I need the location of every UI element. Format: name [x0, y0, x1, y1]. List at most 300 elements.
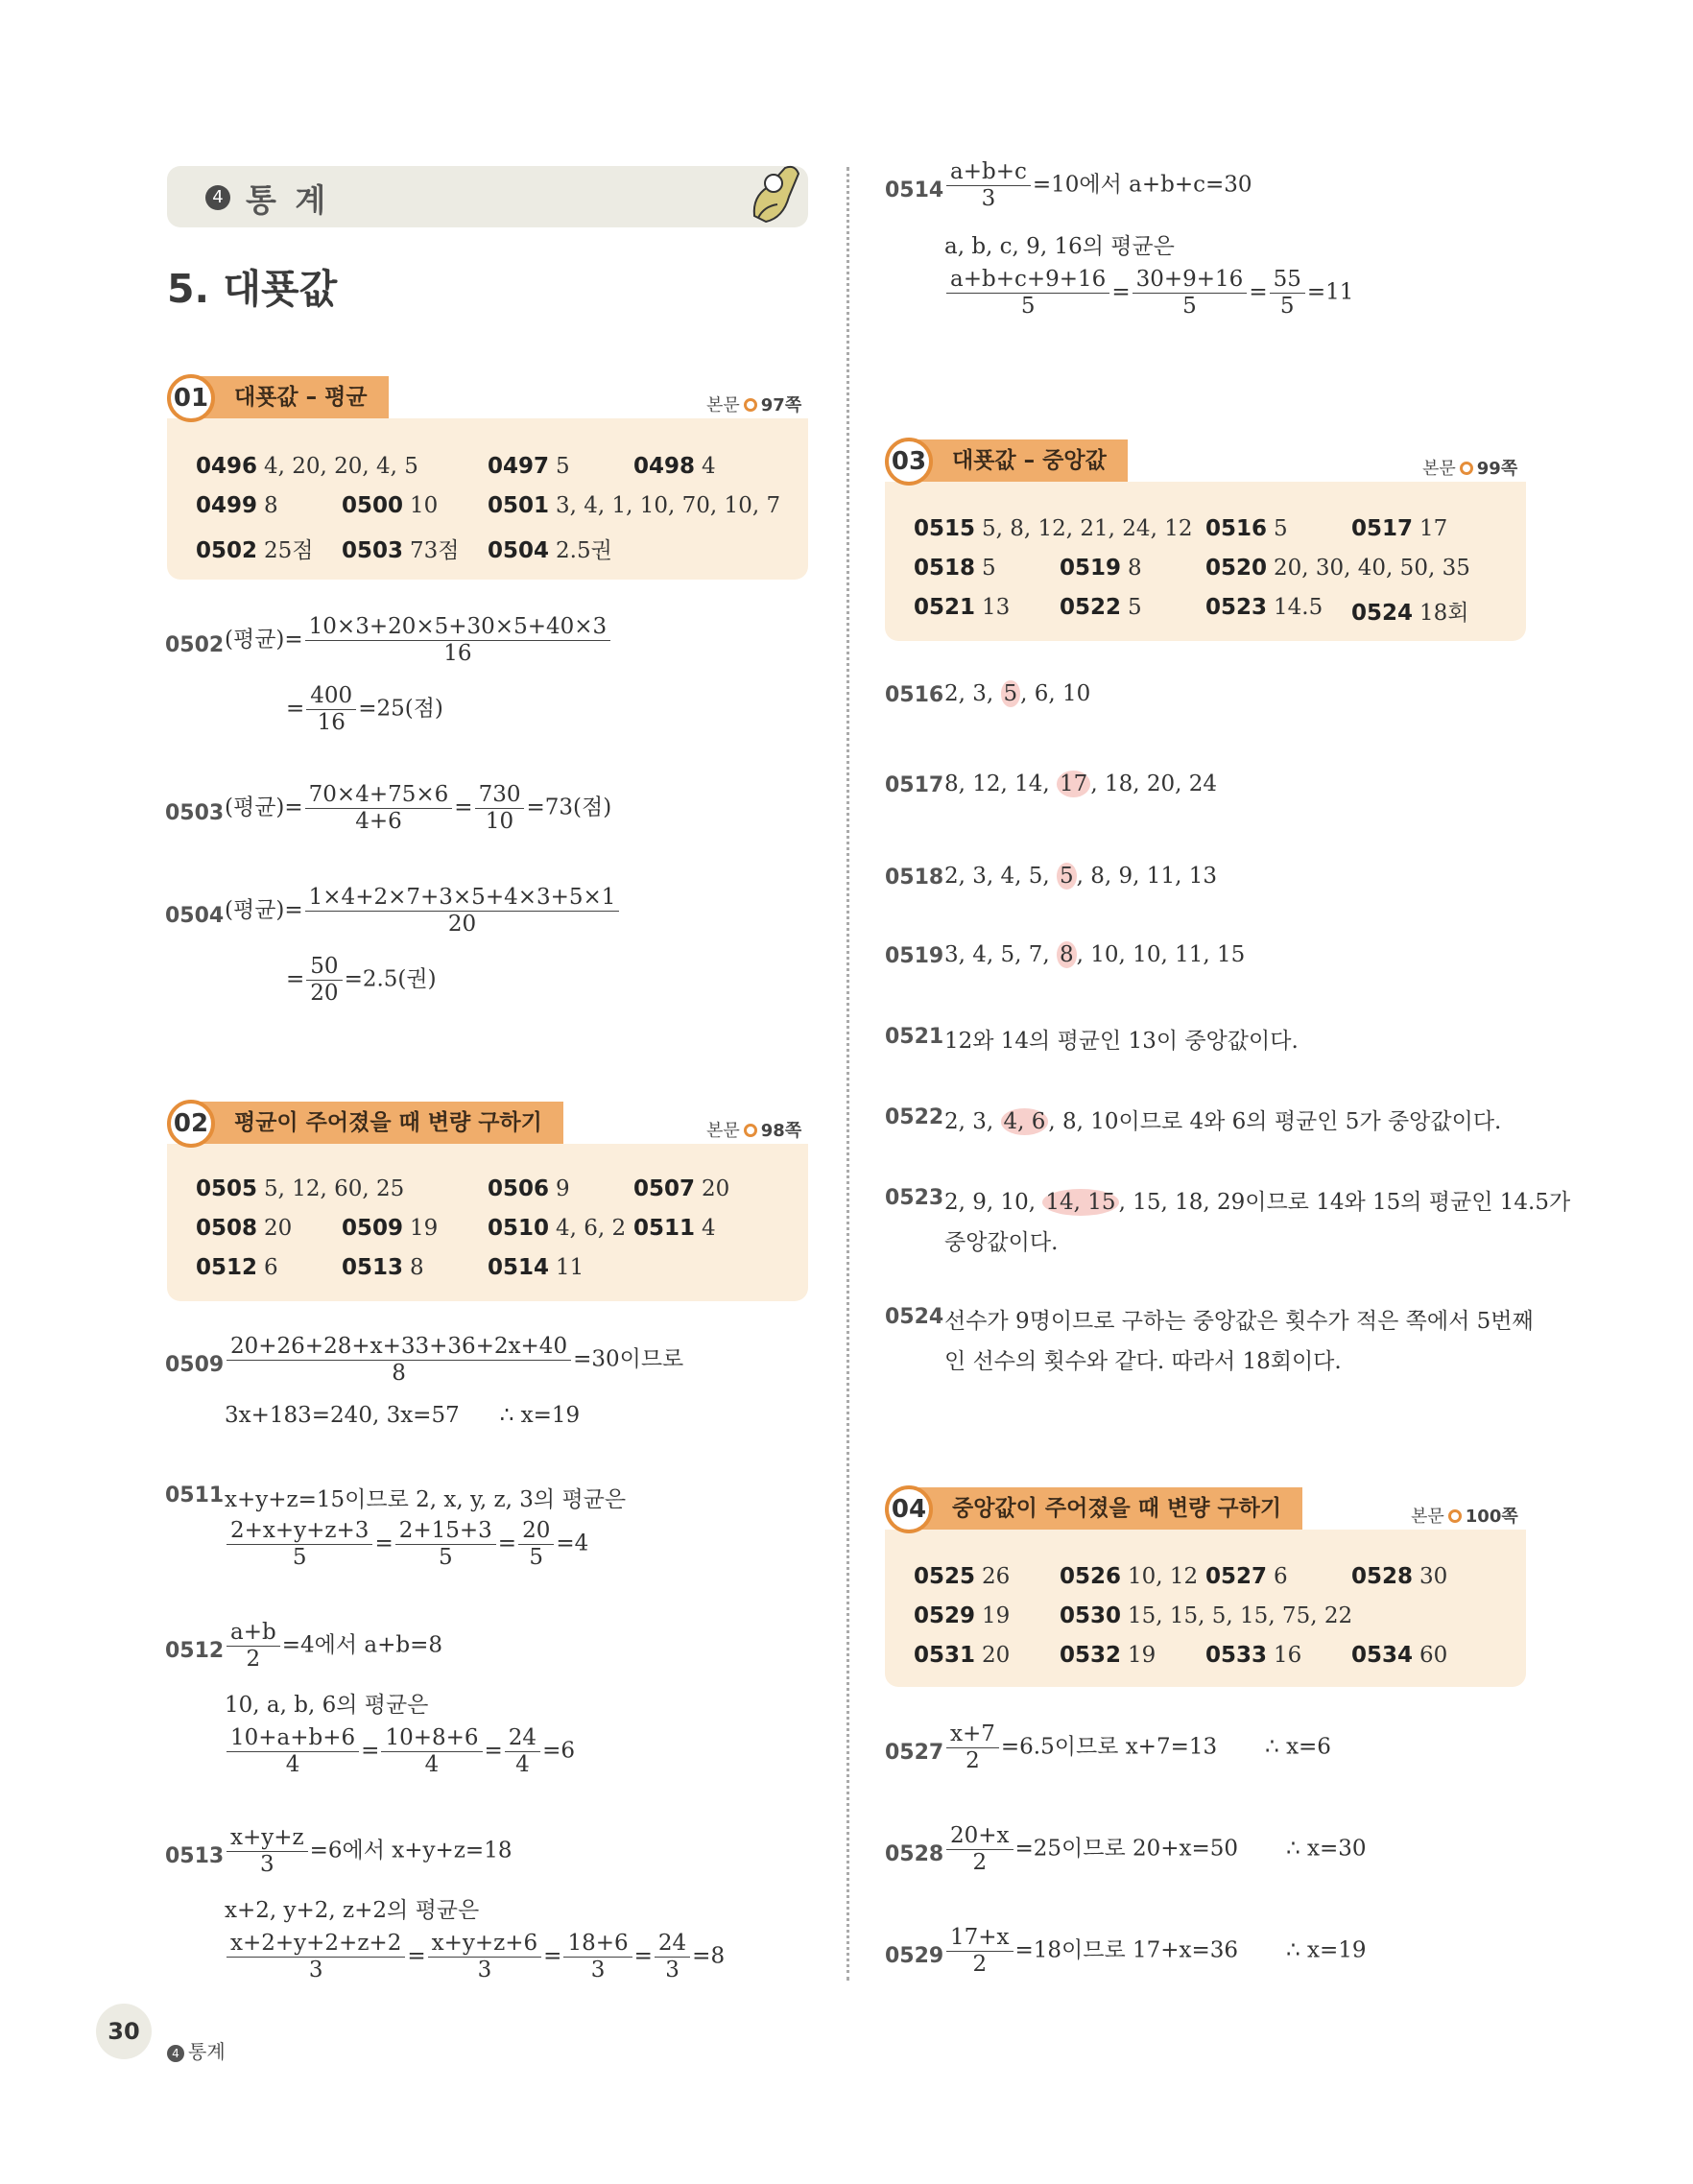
- median-highlight: 5: [1001, 680, 1021, 707]
- solution-text: 2, 3, 4, 5,: [944, 864, 1058, 889]
- arrow-icon: [744, 398, 757, 412]
- answer-value: 5, 12, 60, 25: [264, 1176, 405, 1201]
- numerator: 70×4+75×6: [305, 782, 453, 809]
- section-number: 01: [167, 374, 215, 422]
- section-number: 04: [885, 1485, 933, 1533]
- solution-result: =11: [1306, 279, 1354, 305]
- answer-value: 15, 15, 5, 15, 75, 22: [1128, 1603, 1353, 1628]
- solution-result: ∴ x=6: [1265, 1734, 1331, 1760]
- problem-id: 0503: [342, 538, 404, 563]
- fraction: [227, 1620, 280, 1673]
- section-02-tab: [167, 1100, 628, 1144]
- numerator: 10+8+6: [381, 1725, 482, 1752]
- solution-text: 8, 12, 14,: [944, 772, 1058, 796]
- answer-value: 9: [556, 1176, 570, 1201]
- answer-item: [633, 1216, 716, 1241]
- solution-line: [944, 1721, 1331, 1774]
- solution-text: 3x+183=240, 3x=57: [225, 1403, 460, 1428]
- median-highlight: 4, 6: [1001, 1108, 1049, 1135]
- numerator: a+b+c+9+16: [946, 267, 1109, 294]
- fraction: [946, 1721, 999, 1774]
- fraction: [306, 954, 342, 1007]
- fraction: [946, 1925, 1013, 1978]
- solution-text: , 15, 18, 29이므로 14와 15의 평균인 14.5가: [1118, 1190, 1571, 1215]
- numerator: 24: [655, 1931, 690, 1958]
- solution-line: x+y+z=15이므로 2, x, y, z, 3의 평균은: [225, 1487, 627, 1512]
- problem-id: 0521: [914, 595, 976, 620]
- ref-prefix: 본문: [1411, 1507, 1444, 1527]
- answer-item: [342, 1255, 424, 1280]
- fraction: [946, 1823, 1013, 1876]
- mascot-icon: [745, 158, 806, 227]
- section-label: 평균이 주어졌을 때 변량 구하기: [194, 1102, 563, 1144]
- solution-text: , 6, 10: [1020, 681, 1091, 706]
- problem-id: 0531: [914, 1643, 976, 1668]
- numerator: 20+x: [946, 1823, 1013, 1850]
- numerator: 1×4+2×7+3×5+4×3+5×1: [305, 885, 620, 912]
- denominator: 3: [308, 1958, 323, 1982]
- answer-item: [1351, 1643, 1447, 1668]
- denominator: 16: [317, 710, 346, 735]
- denominator: 20: [310, 981, 339, 1006]
- problem-id: 0505: [196, 1176, 258, 1201]
- answer-item: [488, 1255, 584, 1280]
- denominator: 5: [1279, 294, 1295, 319]
- solution-text: =30이므로: [573, 1346, 684, 1372]
- denominator: 2: [972, 1952, 988, 1977]
- numerator: a+b+c: [946, 159, 1031, 186]
- problem-id: 0500: [342, 493, 404, 518]
- answer-item: [633, 1176, 729, 1201]
- fraction: [395, 1518, 496, 1571]
- answer-value: 3, 4, 1, 10, 70, 10, 7: [556, 493, 781, 518]
- textbook-reference: [706, 1117, 801, 1142]
- problem-number: 0514: [885, 178, 944, 202]
- solution-text: , 8, 9, 11, 13: [1076, 864, 1217, 889]
- answer-value: 19: [982, 1603, 1011, 1628]
- problem-id: 0509: [342, 1216, 404, 1241]
- numerator: 20: [518, 1518, 554, 1545]
- answer-item: [342, 533, 460, 564]
- denominator: 5: [1020, 294, 1036, 319]
- denominator: 4: [424, 1752, 440, 1777]
- solution-text: =25이므로 20+x=50: [1014, 1836, 1239, 1862]
- answer-value: 8: [410, 1255, 424, 1280]
- footer-chapter-label: 통계: [188, 2040, 226, 2063]
- problem-number: 0529: [885, 1944, 944, 1968]
- problem-id: 0529: [914, 1603, 976, 1628]
- solution-text: 2, 3,: [944, 1109, 1001, 1134]
- solution-result: =2.5(권): [344, 966, 437, 992]
- problem-id: 0523: [1205, 595, 1268, 620]
- ref-prefix: 본문: [706, 1121, 740, 1141]
- answer-item: [1060, 1643, 1156, 1668]
- problem-id: 0518: [914, 556, 976, 581]
- solution-line: [225, 1825, 512, 1878]
- problem-id: 0510: [488, 1216, 550, 1241]
- solution-result: ∴ x=19: [499, 1403, 581, 1428]
- numerator: 50: [306, 954, 342, 981]
- answer-item: [1351, 1564, 1447, 1589]
- problem-number: 0517: [885, 773, 944, 797]
- solution-line: 12와 14의 평균인 13이 중앙값이다.: [944, 1029, 1299, 1054]
- answer-value: 60: [1419, 1643, 1448, 1668]
- solution-line: $\frac{10+a+b+6}{4}$ = $\frac{10+8+6}{4}$ = $\frac{24}{4}$ =6: [225, 1725, 575, 1778]
- denominator: 3: [665, 1958, 680, 1982]
- answer-box-01: [167, 418, 808, 580]
- solution-line: [225, 1403, 580, 1428]
- problem-id: 0504: [488, 538, 550, 563]
- problem-number: 0523: [885, 1186, 944, 1210]
- denominator: 3: [981, 186, 996, 211]
- fraction: [946, 159, 1031, 212]
- problem-id: 0497: [488, 454, 550, 479]
- median-highlight: 14, 15: [1042, 1189, 1118, 1216]
- solution-result: =73(점): [526, 795, 612, 820]
- answer-value: 5: [556, 454, 570, 479]
- solution-text: , 10, 10, 11, 15: [1076, 942, 1246, 967]
- denominator: 2: [972, 1850, 988, 1875]
- numerator: x+7: [946, 1721, 999, 1748]
- answer-value: 6: [264, 1255, 278, 1280]
- problem-id: 0516: [1205, 516, 1268, 541]
- fraction: [1270, 267, 1305, 320]
- problem-id: 0520: [1205, 556, 1268, 581]
- denominator: 5: [438, 1545, 453, 1570]
- median-highlight: 17: [1057, 771, 1090, 797]
- denominator: 4: [515, 1752, 530, 1777]
- chapter-header-bar: [167, 166, 808, 227]
- section-label: 대푯값 – 평균: [194, 376, 389, 418]
- problem-id: 0527: [1205, 1564, 1268, 1589]
- answer-item: [488, 493, 780, 518]
- section-number: 02: [167, 1100, 215, 1148]
- problem-number: 0519: [885, 944, 944, 968]
- section-title: 5. 대푯값: [167, 266, 338, 312]
- denominator: 2: [966, 1748, 980, 1773]
- problem-id: 0507: [633, 1176, 696, 1201]
- solution-label: (평균)=: [225, 897, 303, 923]
- denominator: 3: [260, 1852, 274, 1877]
- answer-item: [488, 454, 570, 479]
- section-label: 대푯값 – 중앙값: [912, 439, 1128, 482]
- solution-line: = $\frac{50}{20}$ =2.5(권): [286, 954, 437, 1006]
- numerator: 20+26+28+x+33+36+2x+40: [227, 1334, 571, 1361]
- problem-id: 0528: [1351, 1564, 1414, 1589]
- solution-result: ∴ x=19: [1286, 1937, 1367, 1963]
- fraction: [227, 1725, 359, 1778]
- answer-item: [196, 1216, 292, 1241]
- problem-id: 0499: [196, 493, 258, 518]
- denominator: 5: [1182, 294, 1197, 319]
- fraction: [518, 1518, 554, 1571]
- section-number: 03: [885, 438, 933, 486]
- answer-item: [196, 533, 314, 564]
- problem-number: 0504: [165, 904, 225, 928]
- solution-line: [944, 864, 1217, 889]
- answer-item: [914, 556, 996, 581]
- fraction: [505, 1725, 540, 1778]
- section-03-tab: [885, 438, 1211, 482]
- answer-value: 4: [702, 1216, 716, 1241]
- ref-page: 97쪽: [760, 395, 802, 415]
- arrow-icon: [1448, 1509, 1462, 1523]
- solution-line: 선수가 9명이므로 구하는 중앙값은 횟수가 적은 쪽에서 5번째: [944, 1309, 1534, 1334]
- solution-line: [225, 885, 621, 938]
- answer-item: [914, 516, 1192, 541]
- solution-result: =6: [542, 1738, 575, 1764]
- denominator: 3: [477, 1958, 492, 1982]
- problem-id: 0511: [633, 1216, 696, 1241]
- solution-line: 중앙값이다.: [944, 1230, 1059, 1255]
- denominator: 5: [529, 1545, 544, 1570]
- answer-value: 73점: [410, 538, 460, 563]
- solution-text: , 18, 20, 24: [1090, 772, 1217, 796]
- solution-line: 인 선수의 횟수와 같다. 따라서 18회이다.: [944, 1349, 1342, 1374]
- fraction: [475, 782, 525, 835]
- fraction: [1133, 267, 1248, 320]
- problem-id: 0524: [1351, 601, 1414, 626]
- fraction: [227, 1825, 308, 1878]
- problem-number: 0522: [885, 1105, 944, 1129]
- answer-item: [914, 1603, 1010, 1628]
- answer-value: 20: [264, 1216, 293, 1241]
- ref-prefix: 본문: [1422, 459, 1456, 479]
- problem-id: 0517: [1351, 516, 1414, 541]
- answer-item: [1060, 1564, 1198, 1589]
- numerator: x+2+y+2+z+2: [227, 1931, 405, 1958]
- solution-line: [944, 1104, 1501, 1135]
- answer-value: 4: [702, 454, 716, 479]
- numerator: 2+15+3: [395, 1518, 496, 1545]
- answer-value: 4, 20, 20, 4, 5: [264, 454, 418, 479]
- solution-result: =4: [556, 1531, 589, 1556]
- numerator: 730: [475, 782, 525, 809]
- problem-id: 0530: [1060, 1603, 1122, 1628]
- solution-text: =10에서 a+b+c=30: [1032, 172, 1252, 198]
- median-highlight: 5: [1057, 863, 1077, 890]
- numerator: 10+a+b+6: [227, 1725, 359, 1752]
- answer-value: 14.5: [1274, 595, 1323, 620]
- solution-line: [944, 1823, 1367, 1876]
- problem-id: 0514: [488, 1255, 550, 1280]
- problem-id: 0506: [488, 1176, 550, 1201]
- answer-box-03: [885, 482, 1526, 641]
- solution-line: [944, 1184, 1570, 1216]
- numerator: x+y+z+6: [428, 1931, 542, 1958]
- solution-label: (평균)=: [225, 627, 303, 653]
- answer-item: [1060, 1603, 1352, 1628]
- chapter-title: 통 계: [246, 181, 330, 219]
- solution-text: =18이므로 17+x=36: [1014, 1937, 1239, 1963]
- numerator: 2+x+y+z+3: [227, 1518, 372, 1545]
- answer-value: 30: [1419, 1564, 1448, 1589]
- answer-value: 19: [410, 1216, 439, 1241]
- answer-value: 5: [1128, 595, 1142, 620]
- numerator: 400: [306, 683, 356, 710]
- fraction: [306, 683, 356, 736]
- problem-number: 0527: [885, 1741, 944, 1765]
- answer-box-02: [167, 1144, 808, 1301]
- solution-result: =25(점): [358, 696, 443, 722]
- chapter-number: 4: [205, 185, 230, 210]
- problem-id: 0534: [1351, 1643, 1414, 1668]
- problem-number: 0521: [885, 1025, 944, 1049]
- numerator: 30+9+16: [1133, 267, 1248, 294]
- arrow-icon: [1460, 462, 1473, 475]
- answer-item: [1060, 556, 1142, 581]
- answer-item: [488, 1176, 570, 1201]
- answer-item: [1205, 556, 1470, 581]
- solution-line: [944, 159, 1252, 212]
- answer-item: [1351, 516, 1447, 541]
- problem-number: 0503: [165, 801, 225, 825]
- answer-item: [488, 533, 612, 564]
- column-divider: [846, 167, 849, 1981]
- answer-value: 10, 12: [1128, 1564, 1199, 1589]
- answer-value: 10: [410, 493, 439, 518]
- answer-item: [342, 1216, 438, 1241]
- problem-id: 0508: [196, 1216, 258, 1241]
- solution-text: 2, 9, 10,: [944, 1190, 1043, 1215]
- solution-text: =4에서 a+b=8: [281, 1632, 442, 1658]
- fraction: [305, 782, 453, 835]
- section-04-tab: [885, 1485, 1346, 1530]
- problem-id: 0498: [633, 454, 696, 479]
- fraction: [305, 614, 611, 667]
- answer-item: [196, 1255, 278, 1280]
- answer-item: [196, 493, 278, 518]
- answer-value: 18회: [1419, 601, 1469, 626]
- footer-chapter-number: 4: [167, 2045, 184, 2062]
- answer-value: 25점: [264, 538, 314, 563]
- median-highlight: 8: [1057, 941, 1077, 968]
- answer-item: [196, 454, 418, 479]
- answer-item: [1351, 595, 1469, 627]
- problem-number: 0513: [165, 1844, 225, 1868]
- answer-value: 6: [1274, 1564, 1288, 1589]
- answer-value: 11: [556, 1255, 584, 1280]
- answer-value: 16: [1274, 1643, 1302, 1668]
- solution-line: [944, 772, 1217, 796]
- answer-value: 8: [1128, 556, 1142, 581]
- problem-number: 0502: [165, 633, 225, 657]
- solution-line: = $\frac{400}{16}$ =25(점): [286, 683, 443, 735]
- problem-id: 0532: [1060, 1643, 1122, 1668]
- answer-value: 4, 6, 2: [556, 1216, 627, 1241]
- fraction: [305, 885, 620, 938]
- solution-line: (평균)= $\frac{70\times 4+75\times 6}{4+6}$ = $\frac{730}{10}$ =73(점): [225, 782, 612, 834]
- solution-result: =8: [692, 1943, 726, 1969]
- problem-id: 0522: [1060, 595, 1122, 620]
- solution-line: [944, 942, 1245, 967]
- solution-line: [944, 681, 1090, 706]
- fraction: [381, 1725, 482, 1778]
- problem-number: 0511: [165, 1484, 225, 1507]
- denominator: 10: [485, 809, 514, 834]
- numerator: x+y+z: [227, 1825, 308, 1852]
- denominator: 3: [590, 1958, 606, 1982]
- numerator: 10×3+20×5+30×5+40×3: [305, 614, 611, 641]
- solution-line: 10, a, b, 6의 평균은: [225, 1693, 429, 1718]
- fraction: [563, 1931, 632, 1983]
- footer-chapter: [167, 2036, 226, 2064]
- problem-number: 0516: [885, 683, 944, 707]
- problem-number: 0512: [165, 1639, 225, 1663]
- fraction: [655, 1931, 690, 1983]
- denominator: 8: [392, 1361, 406, 1386]
- numerator: a+b: [227, 1620, 280, 1647]
- fraction: [227, 1931, 405, 1983]
- answer-value: 5: [1274, 516, 1288, 541]
- answer-value: 2.5권: [556, 538, 612, 563]
- answer-value: 17: [1419, 516, 1448, 541]
- answer-item: [914, 1564, 1010, 1589]
- denominator: 2: [246, 1647, 261, 1672]
- problem-number: 0524: [885, 1305, 944, 1329]
- problem-id: 0526: [1060, 1564, 1122, 1589]
- answer-item: [1205, 1643, 1301, 1668]
- solution-text: 2, 3,: [944, 681, 1001, 706]
- numerator: 55: [1270, 267, 1305, 294]
- ref-page: 100쪽: [1465, 1507, 1518, 1527]
- answer-value: 5: [982, 556, 996, 581]
- solution-text: , 8, 10이므로 4와 6의 평균인 5가 중앙값이다.: [1048, 1109, 1502, 1134]
- textbook-reference: [706, 392, 801, 416]
- problem-id: 0502: [196, 538, 258, 563]
- solution-line: x+2, y+2, z+2의 평균은: [225, 1898, 480, 1923]
- answer-item: [1060, 595, 1142, 620]
- numerator: 17+x: [946, 1925, 1013, 1952]
- denominator: 5: [292, 1545, 307, 1570]
- solution-line: $\frac{a+b+c+9+16}{5}$ = $\frac{30+9+16}{5}$ = $\frac{55}{5}$ =11: [944, 267, 1353, 320]
- answer-item: [1205, 516, 1288, 541]
- answer-value: 19: [1128, 1643, 1156, 1668]
- solution-line: [225, 614, 612, 667]
- textbook-reference: [1422, 455, 1517, 480]
- problem-id: 0512: [196, 1255, 258, 1280]
- numerator: 24: [505, 1725, 540, 1752]
- answer-item: [342, 493, 438, 518]
- answer-value: 20: [982, 1643, 1011, 1668]
- problem-id: 0496: [196, 454, 258, 479]
- solution-line: [944, 1925, 1367, 1978]
- page-number: 30: [96, 2004, 152, 2059]
- problem-number: 0518: [885, 866, 944, 890]
- solution-line: $\frac{2+x+y+z+3}{5}$ = $\frac{2+15+3}{5}$ = $\frac{20}{5}$ =4: [225, 1518, 588, 1571]
- problem-id: 0525: [914, 1564, 976, 1589]
- answer-value: 13: [982, 595, 1011, 620]
- fraction: [428, 1931, 542, 1983]
- answer-item: [914, 1643, 1010, 1668]
- answer-item: [633, 454, 716, 479]
- denominator: 20: [447, 912, 477, 937]
- solution-label: (평균)=: [225, 795, 303, 820]
- denominator: 4: [285, 1752, 300, 1777]
- fraction: [227, 1334, 571, 1387]
- problem-id: 0513: [342, 1255, 404, 1280]
- solution-text: =6.5이므로 x+7=13: [1000, 1734, 1218, 1760]
- arrow-icon: [744, 1124, 757, 1137]
- denominator: 16: [443, 641, 472, 666]
- answer-item: [1205, 1564, 1288, 1589]
- denominator: 4+6: [355, 809, 402, 834]
- fraction: [227, 1518, 372, 1571]
- solution-text: 3, 4, 5, 7,: [944, 942, 1058, 967]
- numerator: 18+6: [563, 1931, 632, 1958]
- solution-line: [225, 1334, 683, 1387]
- answer-value: 5, 8, 12, 21, 24, 12: [982, 516, 1193, 541]
